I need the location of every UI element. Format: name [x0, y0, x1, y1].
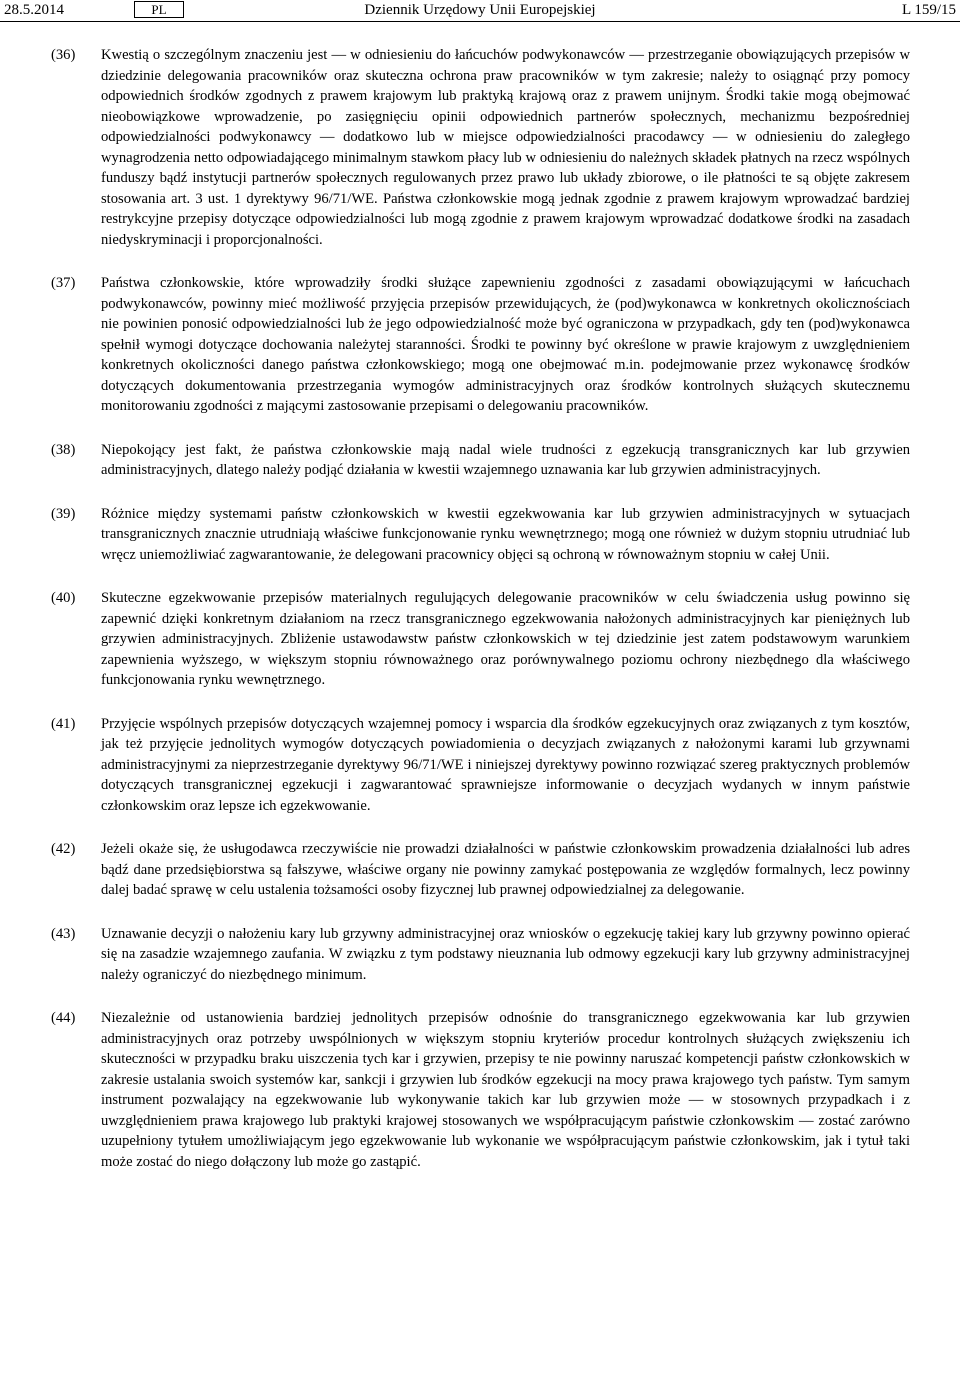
- recital-text: Państwa członkowskie, które wprowadziły środki służące zapewnieniu zgodności z zasadami obowiązującymi w łańcuchach podwykonawców, powinny mieć możliwość przyjęcia przepisów przewidujących, że (pod)wykonawca w konkretnych okolicznościach nie powinien ponosić odpowiedzialności lub że jego odpowiedzialność może być ograniczona w przypadkach, gdy ten (pod)wykonawca spełnił wymogi dotyczące dochowania należytej staranności. Środki te powinny być określone w prawie krajowym z uwzględnieniem konkretnych okoliczności danego państwa członkowskiego; mogą one obejmować m.in. podejmowanie przez wykonawcę środków dotyczących dokumentowania przestrzegania wymogów administracyjnych oraz środków kontrolnych służących skutecznemu monitorowaniu zgodności z mającymi zastosowanie przepisami o delegowaniu pracowników.: [101, 275, 910, 414]
- recital-41: [0, 714, 960, 817]
- page-header: [0, 0, 960, 20]
- recital-number: (36): [51, 47, 76, 63]
- recital-text: Skuteczne egzekwowanie przepisów materialnych regulujących delegowanie pracowników w celu świadczenia usług powinno się zapewnić dzięki konkretnym działaniom na rzecz transgranicznego egzekwowania nałożonych administracyjnych kar pieniężnych lub grzywien administracyjnych. Zbliżenie ustawodawstw państw członkowskich w tej dziedzinie jest zatem podstawowym warunkiem zapewnienia wyższego, w większym stopniu równoważnego oraz porównywalnego poziomu ochrony niezbędnego dla właściwego funkcjonowania rynku wewnętrznego.: [101, 590, 910, 688]
- recitals-list: [0, 45, 960, 1195]
- recital-number: (44): [51, 1010, 76, 1026]
- recital-number: (43): [51, 925, 76, 942]
- language-badge: PL: [134, 1, 184, 18]
- recital-text: Przyjęcie wspólnych przepisów dotyczących wzajemnej pomocy i wsparcia dla środków egzekucyjnych oraz związanych z tym kosztów, jak też przyjęcie jednolitych wymogów dotyczących powiadomienia o decyzjach związanych z nałożonymi karami lub grzywnami administracyjnymi za nieprzestrzeganie dyrektywy 96/71/WE i niniejszej dyrektywy powinno rozwiązać szereg praktycznych problemów dotyczących transgranicznej egzekucji i zagwarantować sprawniejsze informowanie o decyzjach wydanych w innym państwie członkowskim oraz lepsze ich egzekwowanie.: [101, 715, 910, 814]
- recital-number: (39): [51, 505, 76, 522]
- recital-39: [0, 504, 960, 566]
- recital-40: [0, 588, 960, 691]
- recital-text: Uznawanie decyzji o nałożeniu kary lub grzywny administracyjnej oraz wniosków o egzekucję takiej kary lub grzywny powinno opierać się na zasadzie wzajemnego zaufania. W związku z tym podstawy nieuznania lub odmowy egzekucji kary lub grzywny administracyjnej należy ograniczyć do niezbędnego minimum.: [101, 925, 910, 983]
- recital-number: (38): [51, 441, 76, 458]
- recital-38: [0, 440, 960, 481]
- recital-42: [0, 839, 960, 901]
- recital-number: (37): [51, 275, 76, 291]
- recital-44: [0, 1008, 960, 1172]
- publication-date: 28.5.2014: [4, 2, 64, 18]
- recital-number: (41): [51, 715, 76, 732]
- recital-text: Niezależnie od ustanowienia bardziej jednolitych przepisów odnośnie do transgranicznego egzekwowania kar lub grzywien administracyjnych oraz potrzeby uwspólnionych w większym stopniu kryteriów procedur kontrolnych służących zwiększeniu ich skuteczności w przypadku braku uiszczenia tych kar i grzywien, przepisy te nie powinny naruszać kompetencji państw członkowskich w zakresie ustalania swoich systemów kar, sankcji i grzywien lub środków egzekucji na mocy prawa krajowego tych państw. Tym samym instrument pozwalający na egzekwowanie lub wykonywanie takich kar lub grzywien może — w stosownych przypadkach i z uwzględnieniem prawa krajowego lub praktyki krajowej stosowanych we współpracującym państwie członkowskim — zostać zarówno uzupełniony tytułem umożliwiającym jego egzekwowanie lub wykonanie we współpracującym państwie członkowskim, jak i tytuł taki może zostać do niego dołączony lub może go zastąpić.: [101, 1010, 910, 1170]
- recital-36: [0, 45, 960, 250]
- recital-37: [0, 273, 960, 417]
- recital-text: Niepokojący jest fakt, że państwa członkowskie mają nadal wiele trudności z egzekucją transgranicznych kar lub grzywien administracyjnych, dlatego należy podjąć działania w kwestii wzajemnego uznawania kar lub grzywien administracyjnych.: [101, 441, 910, 478]
- recital-text: Jeżeli okaże się, że usługodawca rzeczywiście nie prowadzi działalności w państwie członkowskim prowadzenia działalności lub adres bądź dane przedsiębiorstwa są fałszywe, właściwe organy nie powinny zamykać postępowania ze względów formalnych, lecz powinny dalej badać sprawę w celu ustalenia tożsamości osoby fizycznej lub prawnej odpowiedzialnej za delegowanie.: [101, 841, 910, 898]
- page-reference: L 159/15: [901, 2, 956, 18]
- recital-number: (40): [51, 590, 76, 606]
- recital-text: Kwestią o szczególnym znaczeniu jest — w odniesieniu do łańcuchów podwykonawców — przestrzeganie obowiązujących przepisów w dziedzinie delegowania pracowników oraz skuteczna ochrona praw pracowników w tym zakresie; należy to osiągnąć przy pomocy odpowiednich środków zgodnych z prawem krajowym lub praktyką krajową oraz z prawem unijnym. Środki takie mogą obejmować nieobowiązkowe wprowadzenie, po zasięgnięciu opinii odpowiednich partnerów społecznych, mechanizmu bezpośredniej odpowiedzialności podwykonawcy — dodatkowo lub w miejsce odpowiedzialności pracodawcy — w odniesieniu do zaległego wynagrodzenia netto odpowiadającego minimalnym stawkom płacy lub w odniesieniu do należnych składek płatnych na rzecz wspólnych funduszy bądź instytucji partnerów społecznych regulowanych przez prawo lub układy zbiorowe, o ile płatności te są objęte zakresem stosowania art. 3 ust. 1 dyrektywy 96/71/WE. Państwa członkowskie mogą jednak zgodnie z prawem krajowym wprowadzać bardziej restrykcyjne przepisy dotyczące odpowiedzialności lub mogą zgodnie z prawem krajowym wprowadzać dodatkowe środki na zasadach niedyskryminacji i proporcjonalności.: [101, 47, 910, 248]
- recital-number: (42): [51, 841, 76, 857]
- recital-43: [0, 924, 960, 986]
- journal-title: Dziennik Urzędowy Unii Europejskiej: [364, 2, 596, 18]
- recital-text: Różnice między systemami państw członkowskich w kwestii egzekwowania kar lub grzywien administracyjnych w sytuacjach transgranicznych znacznie utrudniają właściwe funkcjonowanie rynku wewnętrznego; mogą one również w dużym stopniu utrudniać lub wręcz uniemożliwiać zagwarantowanie, że delegowani pracownicy objęci są ochroną w równoważnym stopniu w całej Unii.: [101, 505, 910, 563]
- header-divider: [0, 21, 960, 22]
